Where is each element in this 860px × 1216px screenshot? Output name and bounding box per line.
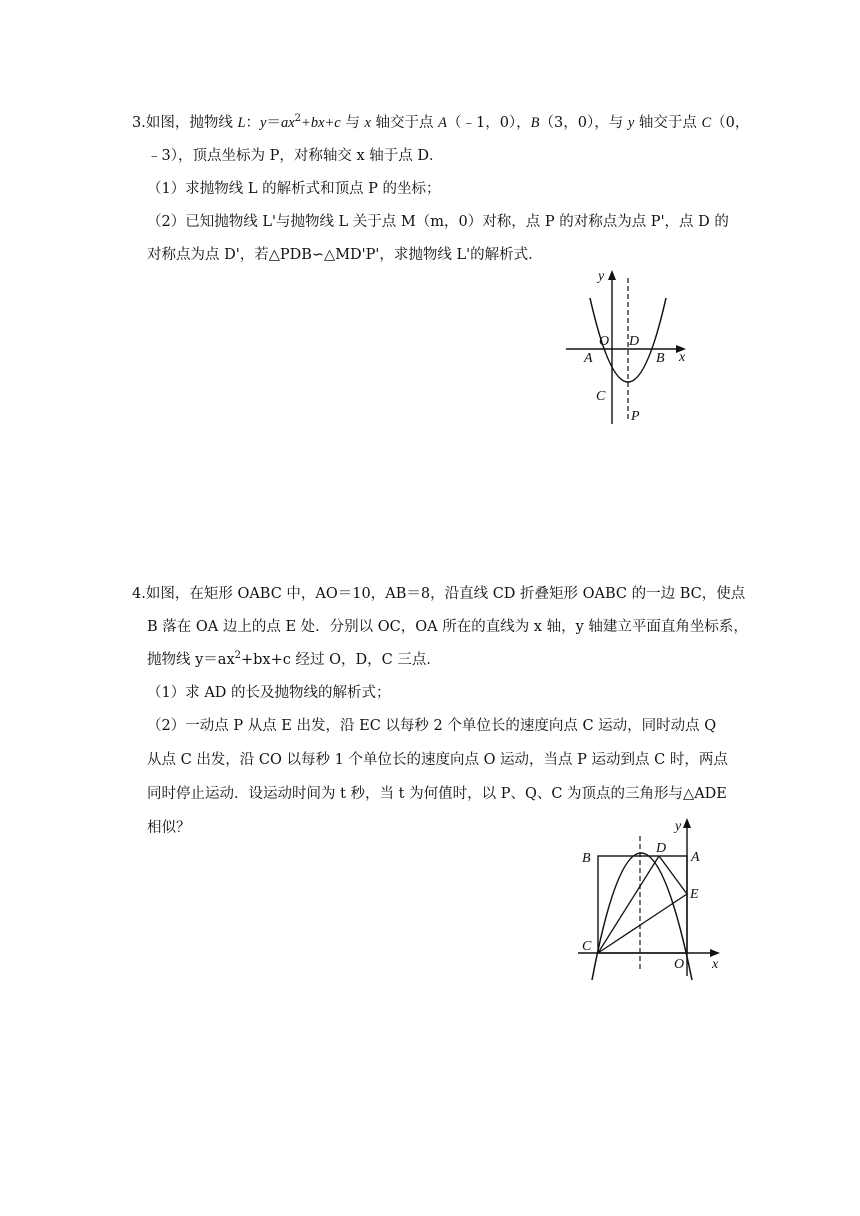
problem3-part1: （1）求抛物线 L 的解析式和顶点 P 的坐标； [147,181,441,197]
label-y: y [598,269,605,284]
label-x: x [679,350,686,365]
problem4-part2-line2: 从点 C 出发，沿 CO 以每秒 1 个单位长的速度向点 O 运动，当点 P 运动到点 C 时，两点 [147,752,728,768]
problem4-line2: B 落在 OA 边上的点 E 处．分别以 OC，OA 所在的直线为 x 轴，y 轴建立平面直角坐标系， [147,619,748,635]
problem3-parabola-figure [562,268,692,428]
label-A: A [691,850,700,865]
problem3-part2-line1: （2）已知抛物线 L'与抛物线 L 关于点 M（m，0）对称，点 P 的对称点为点 P'，点 D 的 [147,214,729,230]
label-C: C [582,939,592,954]
problem4-line3: 抛物线 $y=ax^2+bx+c$ 经过 O，D，C 三点． [147,650,441,668]
label-O: O [674,957,685,972]
segment-CE [598,894,687,953]
problem4-part1: （1）求 AD 的长及抛物线的解析式； [147,685,391,701]
problem4-line1: 4.如图，在矩形 OABC 中，AO＝10，AB＝8，沿直线 CD 折叠矩形 OABC 的一边 BC，使点 [132,586,746,602]
label-P: P [631,409,640,424]
label-D: D [656,841,667,856]
y-axis-arrow [683,818,691,828]
label-C: C [596,389,606,404]
label-B: B [656,351,665,366]
y-axis-arrow [608,270,616,280]
label-y: y [675,819,682,834]
problem3-part2-line2: 对称点为点 D'，若△PDB∽△MD'P'，求抛物线 L'的解析式． [147,247,543,263]
problem4-part2-line4: 相似？ [147,820,191,836]
segment-DE [659,856,687,894]
segment-CD [598,856,659,953]
label-O: O [599,334,610,349]
x-axis-arrow [710,949,720,957]
label-D: D [629,334,640,349]
label-E: E [690,887,699,902]
label-A: A [584,351,593,366]
label-B: B [582,851,591,866]
problem3-line1: 3.如图，抛物线 L：$y=ax^2+bx+c$ 与 x 轴交于点 A（﹣1，0），B（3，0），与 y 轴交于点 C（0， [132,113,750,131]
problem4-part2-line3: 同时停止运动．设运动时间为 t 秒，当 t 为何值时，以 P、Q、C 为顶点的三角形与△ADE [147,786,727,802]
problem3-line2: ﹣3），顶点坐标为 P，对称轴交 x 轴于点 D． [147,148,444,164]
problem4-rectangle-figure [574,814,734,984]
label-x: x [712,957,719,972]
problem4-part2-line1: （2）一动点 P 从点 E 出发，沿 EC 以每秒 2 个单位长的速度向点 C 运动，同时动点 Q [147,718,717,734]
